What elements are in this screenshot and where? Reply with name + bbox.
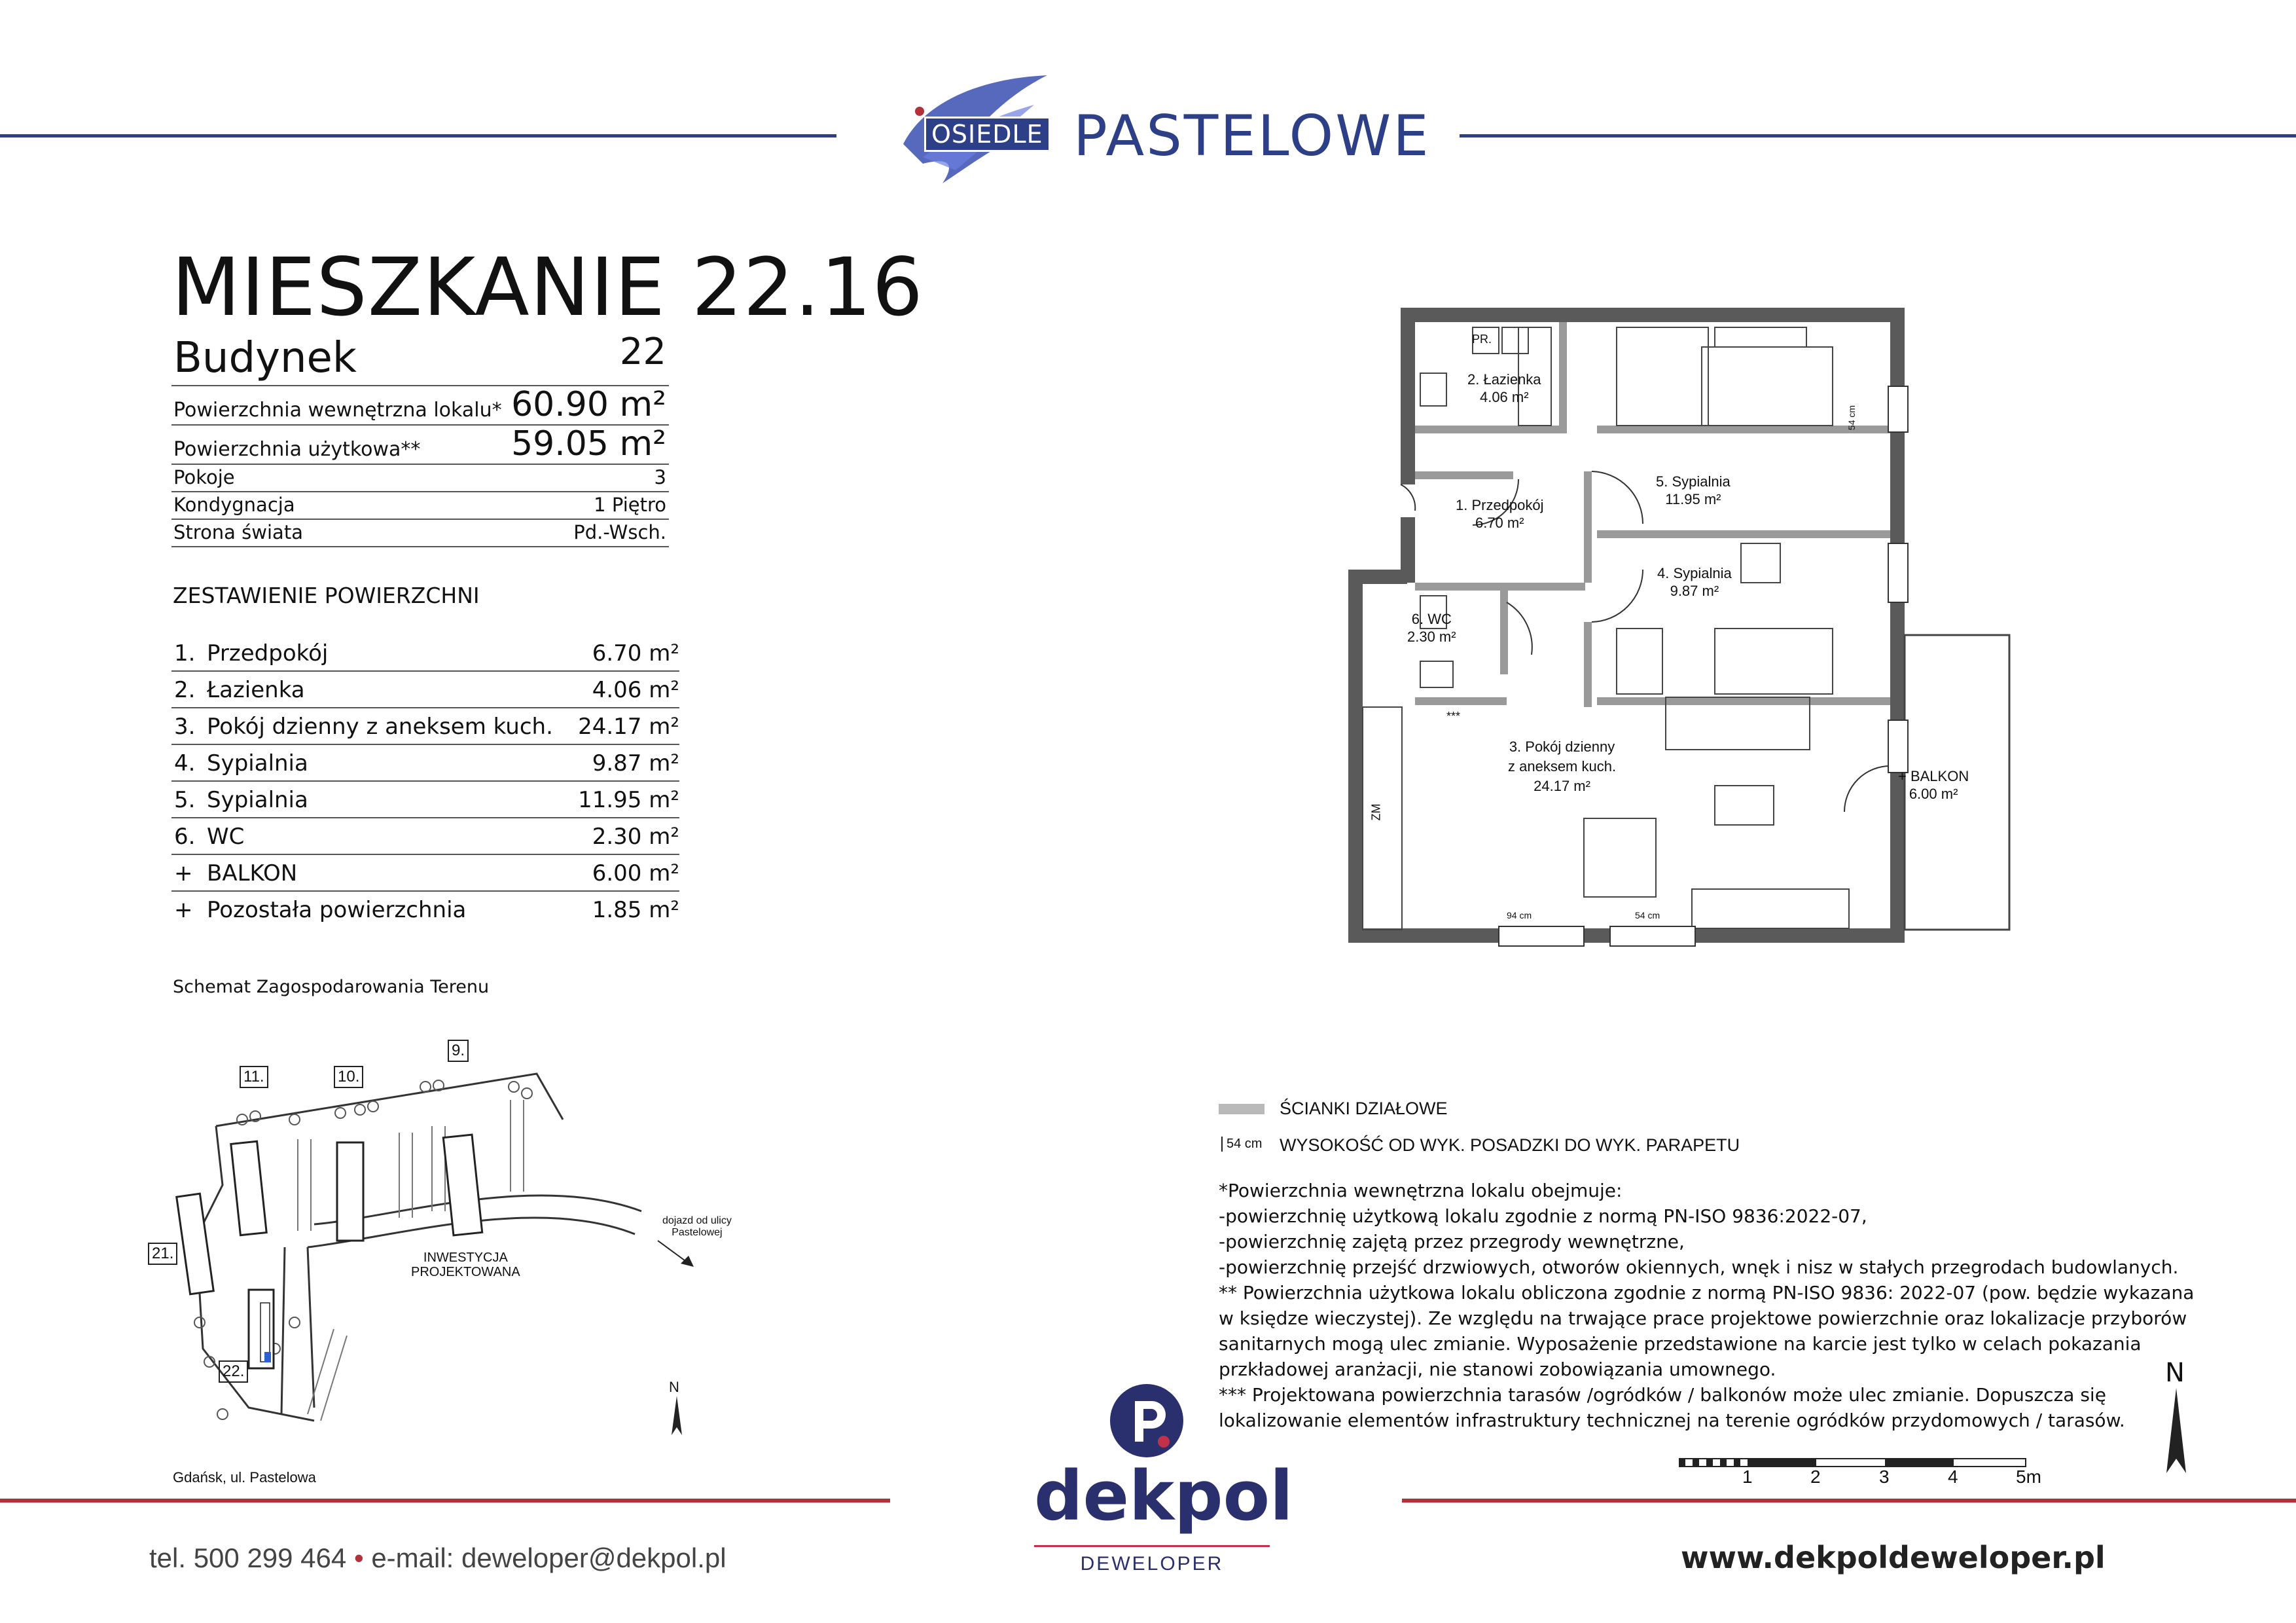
room-area: 4.06 m² (592, 677, 679, 703)
list-item (171, 890, 679, 927)
building-value: 22 (619, 331, 666, 373)
room-label-area: 11.95 m² (1665, 491, 1721, 507)
dekpol-divider (1034, 1545, 1270, 1547)
room-number: 6. (174, 824, 196, 850)
dekpol-wordmark: dekpol (1034, 1456, 1293, 1536)
room-name: Sypialnia (207, 750, 308, 776)
room-label-name: + BALKON (1898, 768, 1969, 784)
brand-name: PASTELOWE (1073, 103, 1431, 169)
footer-rule-left (0, 1499, 890, 1503)
scale-bar (1679, 1457, 2032, 1470)
room-area: 9.87 m² (592, 750, 679, 776)
room-name: Sypialnia (207, 787, 308, 813)
contact-line (149, 1542, 726, 1574)
dot-separator: • (353, 1542, 364, 1573)
room-name: BALKON (207, 860, 298, 886)
info-value: 60.90 m² (511, 385, 666, 424)
info-label: Kondygnacja (173, 494, 295, 516)
zm-label: ZM (1369, 803, 1383, 821)
dekpol-p-icon (1107, 1381, 1186, 1460)
info-label: Pokoje (173, 466, 235, 488)
room-label-name: 4. Sypialnia (1657, 565, 1732, 581)
site-north-label: N (669, 1379, 679, 1395)
room-name: Pozostała powierzchnia (207, 897, 467, 923)
note-line: -powierzchnię zajętą przez przegrody wewnętrzne, (1219, 1231, 1685, 1252)
sill-legend-sample: 54 cm (1221, 1137, 1262, 1152)
info-label: Powierzchnia użytkowa** (173, 438, 421, 461)
room-label-area: 24.17 m² (1534, 778, 1590, 794)
note-line: *Powierzchnia wewnętrzna lokalu obejmuje: (1219, 1180, 1623, 1201)
info-label: Powierzchnia wewnętrzna lokalu* (173, 399, 502, 422)
room-label-area: 4.06 m² (1479, 389, 1529, 405)
list-item (171, 744, 679, 782)
info-row (171, 519, 669, 547)
pr-label: PR. (1472, 333, 1492, 346)
investment-line1: INWESTYCJA (423, 1250, 508, 1265)
info-row (171, 385, 669, 426)
room-name: Przedpokój (207, 640, 329, 666)
header-rule-right (1460, 134, 2296, 137)
room-label-name2: z aneksem kuch. (1508, 758, 1617, 775)
note-line: -powierzchnię przejść drzwiowych, otworów okiennych, wnęk i nisz w stałych przegrodach budowlanych. (1219, 1256, 2179, 1278)
room-label-bathroom (1467, 371, 1541, 406)
building-label: Budynek (173, 334, 357, 382)
list-item (171, 817, 679, 855)
info-row (171, 464, 669, 492)
room-label-name: 3. Pokój dzienny (1509, 739, 1615, 755)
osiedle-label: OSIEDLE (924, 117, 1050, 152)
info-row (171, 491, 669, 520)
list-item (171, 707, 679, 745)
website-link[interactable]: www.dekpoldeweloper.pl (1681, 1540, 2106, 1575)
room-area: 2.30 m² (592, 824, 679, 850)
room-number: 4. (174, 750, 196, 776)
list-item (171, 854, 679, 892)
brand-logo (884, 65, 1431, 196)
access-arrow-icon (655, 1237, 700, 1270)
room-label-wc (1407, 610, 1456, 646)
note-line: -powierzchnię użytkową lokalu zgodnie z normą PN-ISO 9836:2022-07, (1219, 1205, 1867, 1227)
info-label: Strona świata (173, 521, 303, 543)
partition-legend-label: ŚCIANKI DZIAŁOWE (1280, 1099, 1448, 1118)
room-label-area: 9.87 m² (1670, 583, 1719, 599)
room-area: 6.00 m² (592, 860, 679, 886)
room-area: 11.95 m² (578, 787, 679, 813)
investment-line2: PROJEKTOWANA (411, 1265, 520, 1279)
sill-label: 54 cm (1846, 405, 1857, 431)
phone-text: tel. 500 299 464 (149, 1542, 347, 1573)
room-area: 24.17 m² (578, 714, 679, 740)
footer-rule-right (1402, 1499, 2296, 1503)
building-tag: 22. (219, 1360, 248, 1383)
investment-label (411, 1250, 520, 1279)
room-label-bedroom-5 (1656, 473, 1731, 508)
room-name: WC (207, 824, 245, 850)
room-label-area: 6.70 m² (1475, 515, 1524, 531)
room-label-name: 6. WC (1411, 611, 1452, 627)
info-value: 1 Piętro (594, 494, 666, 516)
room-number: + (174, 897, 193, 923)
room-area: 6.70 m² (592, 640, 679, 666)
building-tag: 9. (448, 1040, 469, 1062)
note-line: w księdze wieczystej). Ze względu na trwające prace projektowe powierzchnie oraz lokalizacje przyborów (1219, 1307, 2187, 1329)
building-tag: 11. (240, 1066, 268, 1088)
room-label-hallway (1456, 496, 1544, 532)
scale-tick: 3 (1879, 1467, 1890, 1487)
access-line1: dojazd od ulicy (662, 1215, 732, 1226)
building-tag: 10. (334, 1066, 363, 1088)
sill-label: 94 cm (1507, 910, 1532, 921)
room-name: Łazienka (207, 677, 305, 703)
room-area: 1.85 m² (592, 897, 679, 923)
note-line: sanitarnych mogą ulec zmianie. Wyposażenie przedstawione na karcie jest tylko w celach pokazania (1219, 1333, 2142, 1355)
note-line: przkładowej aranżacji, nie stanowi zobowiązania umownego. (1219, 1359, 1776, 1380)
apartment-title: MIESZKANIE 22.16 (171, 241, 924, 334)
scale-tick: 2 (1810, 1467, 1821, 1487)
north-label: N (2165, 1358, 2185, 1388)
site-north-arrow-icon (669, 1396, 685, 1435)
room-number: 5. (174, 787, 196, 813)
dekpol-subtitle: DEWELOPER (1080, 1553, 1224, 1575)
stars-label: *** (1446, 710, 1461, 723)
info-row (171, 424, 669, 465)
list-item (171, 780, 679, 818)
email-link[interactable]: e-mail: deweloper@dekpol.pl (371, 1542, 726, 1573)
room-number: 2. (174, 677, 196, 703)
room-name: Pokój dzienny z aneksem kuch. (207, 714, 553, 740)
scale-tick: 4 (1948, 1467, 1958, 1487)
north-arrow-icon (2160, 1388, 2193, 1473)
room-label-name: 5. Sypialnia (1656, 473, 1731, 490)
info-value: Pd.-Wsch. (573, 521, 666, 543)
access-line2: Pastelowej (672, 1227, 723, 1238)
dekpol-logo (1021, 1381, 1293, 1578)
note-line: *** Projektowana powierzchnia tarasów /ogródków / balkonów może ulec zmianie. Dopuszcza się (1219, 1384, 2106, 1406)
room-label-area: 2.30 m² (1407, 629, 1456, 645)
partition-swatch (1219, 1104, 1265, 1114)
sill-legend-label: WYSOKOŚĆ OD WYK. POSADZKI DO WYK. PARAPETU (1280, 1135, 1740, 1155)
building-row (171, 331, 669, 386)
note-line: ** Powierzchnia użytkowa lokalu obliczona zgodnie z normą PN-ISO 9836: 2022-07 (pow. będzie wykazana (1219, 1282, 2195, 1304)
header-rule-left (0, 134, 836, 137)
room-number: + (174, 860, 193, 886)
room-label-name: 2. Łazienka (1467, 371, 1541, 388)
list-item (171, 634, 679, 672)
sill-label: 54 cm (1635, 910, 1660, 921)
info-value: 3 (654, 466, 666, 488)
room-label-bedroom-4 (1657, 564, 1732, 600)
access-label (662, 1215, 732, 1239)
info-value: 59.05 m² (511, 424, 666, 464)
list-item (171, 670, 679, 708)
location-label: Gdańsk, ul. Pastelowa (173, 1469, 316, 1486)
room-number: 3. (174, 714, 196, 740)
building-tag: 21. (148, 1243, 177, 1265)
site-plan-heading: Schemat Zagospodarowania Terenu (173, 977, 490, 997)
note-line: lokalizowanie elementów infrastruktury technicznej na terenie ogródków przydomowych / tarasów. (1219, 1410, 2125, 1431)
scale-tick: 1 (1742, 1467, 1753, 1487)
scale-tick: 5m (2016, 1467, 2041, 1487)
room-label-living (1508, 737, 1616, 796)
summary-heading: ZESTAWIENIE POWIERZCHNI (173, 583, 480, 608)
room-label-name: 1. Przedpokój (1456, 497, 1544, 513)
room-label-area: 6.00 m² (1909, 786, 1958, 802)
room-number: 1. (174, 640, 196, 666)
room-label-balcony (1898, 767, 1969, 803)
